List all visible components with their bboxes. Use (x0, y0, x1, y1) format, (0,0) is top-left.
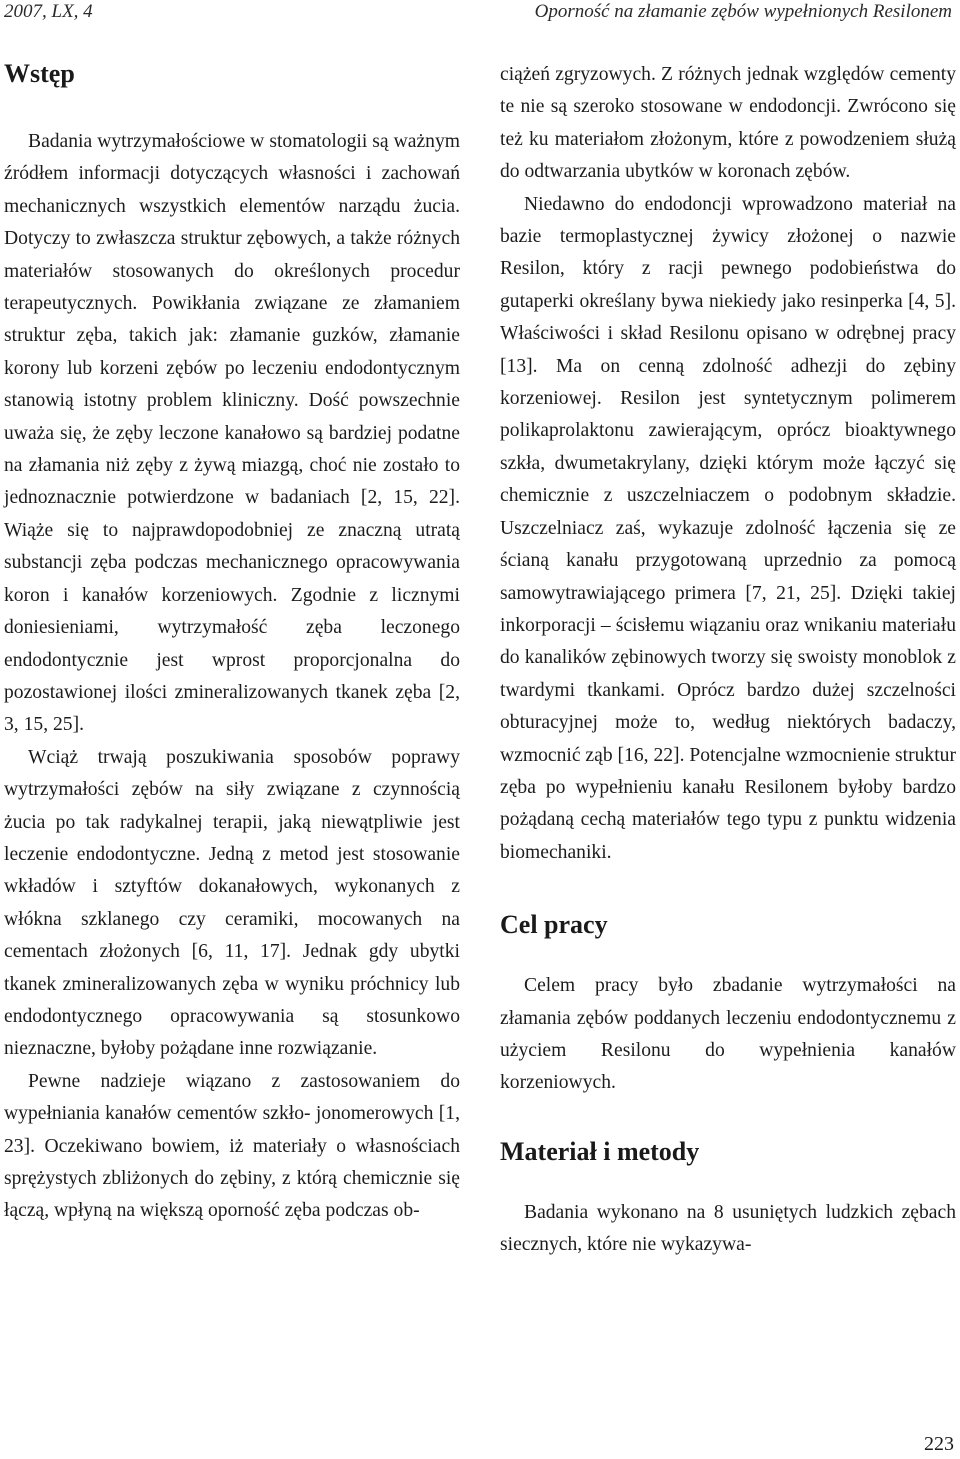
paragraph-resilon: Niedawno do endodoncji wprowadzono materiał na bazie termoplastycznej żywicy złożonej o nazwie Resilon, który z racji pewnego podobieństwa do gutaperki określany bywa niekiedy jako resinperka [4, 5]. Właściwości i skład Resilonu opisano w odrębnej pracy [13]. Ma on cenną zdolność adhezji do zębiny korzeniowej. Resilon jest syntetycznym polimerem polikaprolaktonu zawierającym, oprócz bioaktywnego szkła, dwumetakrylany, dzięki którym może łączyć się chemicznie z uszczelniaczem o podobnym składzie. Uszczelniacz zaś, wykazuje zdolność łączenia się ze ścianą kanału przygotowaną uprzednio za pomocą samowytrawiającego primera [7, 21, 25]. Dzięki takiej inkorporacji – ścisłemu wiązaniu oraz wnikaniu materiału do kanalików zębinowych tworzy się swoisty monoblok z twardymi tkankami. Oprócz bardzo dużej szczelności obturacyjnej może to, według niektórych badaczy, wzmocnić ząb [16, 22]. Potencjalne wzmocnienie struktur zęba po wypełnieniu kanału Resilonem byłoby bardzo pożądaną cechą materiałów tego typu z punktu widzenia biomechaniki. (500, 193, 956, 863)
left-column (4, 0, 460, 1228)
section-heading-material-i-metody: Materiał i metody (500, 1136, 700, 1166)
paragraph-metody: Badania wykonano na 8 usuniętych ludzkich zębach siecznych, które nie wykazywa- (500, 1201, 956, 1256)
paragraph-intro-2: Wciąż trwają poszukiwania sposobów poprawy wytrzymałości zębów na siły związane z czynnością żucia po tak radykalnej terapii, jaką niewątpliwie jest leczenie endodontyczne. Jedną z metod jest stosowanie wkładów i sztyftów dokanałowych, wykonanych z włókna szklanego czy ceramiki, mocowanych na cementach złożonych [6, 11, 17]. Jednak gdy ubytki tkanek zmineralizowanych zęba w wyniku próchnicy lub endodontycznego opracowywania są stosunkowo nieznaczne, byłoby pożądane inne rozwiązanie. (4, 746, 460, 1060)
section-heading-wstep: Wstęp (4, 59, 75, 88)
paragraph-continuation: ciążeń zgryzowych. Z różnych jednak względów cementy te nie są szeroko stosowane w endodoncji. Zwrócono się też ku materiałom złożonym, które z powodzeniem służą do odtwarzania ubytków w koronach zębów. (500, 64, 956, 183)
paragraph-cel: Celem pracy było zbadanie wytrzymałości na złamania zębów poddanych leczeniu endodontycznemu z użyciem Resilonu do wypełnienia kanałów korzeniowych. (500, 975, 956, 1094)
section-heading-cel-pracy: Cel pracy (500, 910, 608, 940)
page-number: 223 (924, 1433, 954, 1455)
paragraph-intro-1: Badania wytrzymałościowe w stomatologii są ważnym źródłem informacji dotyczących własności i zachowań mechanicznych wszystkich elementów narządu żucia. Dotyczy to zwłaszcza struktur zębowych, a także różnych materiałów stosowanych do określonych procedur terapeutycznych. Powikłania związane ze złamaniem struktur zęba, takich jak: złamanie guzków, złamanie korony lub korzeni zębów po leczeniu endodontycznym stanowią istotny problem kliniczny. Dość powszechnie uważa się, że zęby leczone kanałowo są bardziej podatne na złamania niż zęby z żywą miazgą, choć nie zostało to jednoznacznie potwierdzone w badaniach [2, 15, 22]. Wiąże się to najprawdopodobniej ze znaczną utratą substancji zęba podczas mechanicznego opracowywania koron i kanałów korzeniowych. Zgodnie z licznymi doniesieniami, wytrzymałość zęba leczonego endodontycznie jest wprost proporcjonalna do pozostawionej ilości zmineralizowanych tkanek zęba [2, 3, 15, 25]. (4, 131, 460, 736)
running-header-volume: 2007, LX, 4 (4, 1, 93, 22)
right-column (500, 0, 956, 1262)
paragraph-intro-3: Pewne nadzieje wiązano z zastosowaniem do wypełniania kanałów cementów szkło- jonomerowych [1, 23]. Oczekiwano bowiem, iż materiały o własnościach sprężystych zbliżonych do zębiny, z którą chemicznie się łączą, wpłyną na większą oporność zęba podczas ob- (4, 1070, 460, 1222)
running-header-title: Oporność na złamanie zębów wypełnionych Resilonem (534, 1, 952, 22)
